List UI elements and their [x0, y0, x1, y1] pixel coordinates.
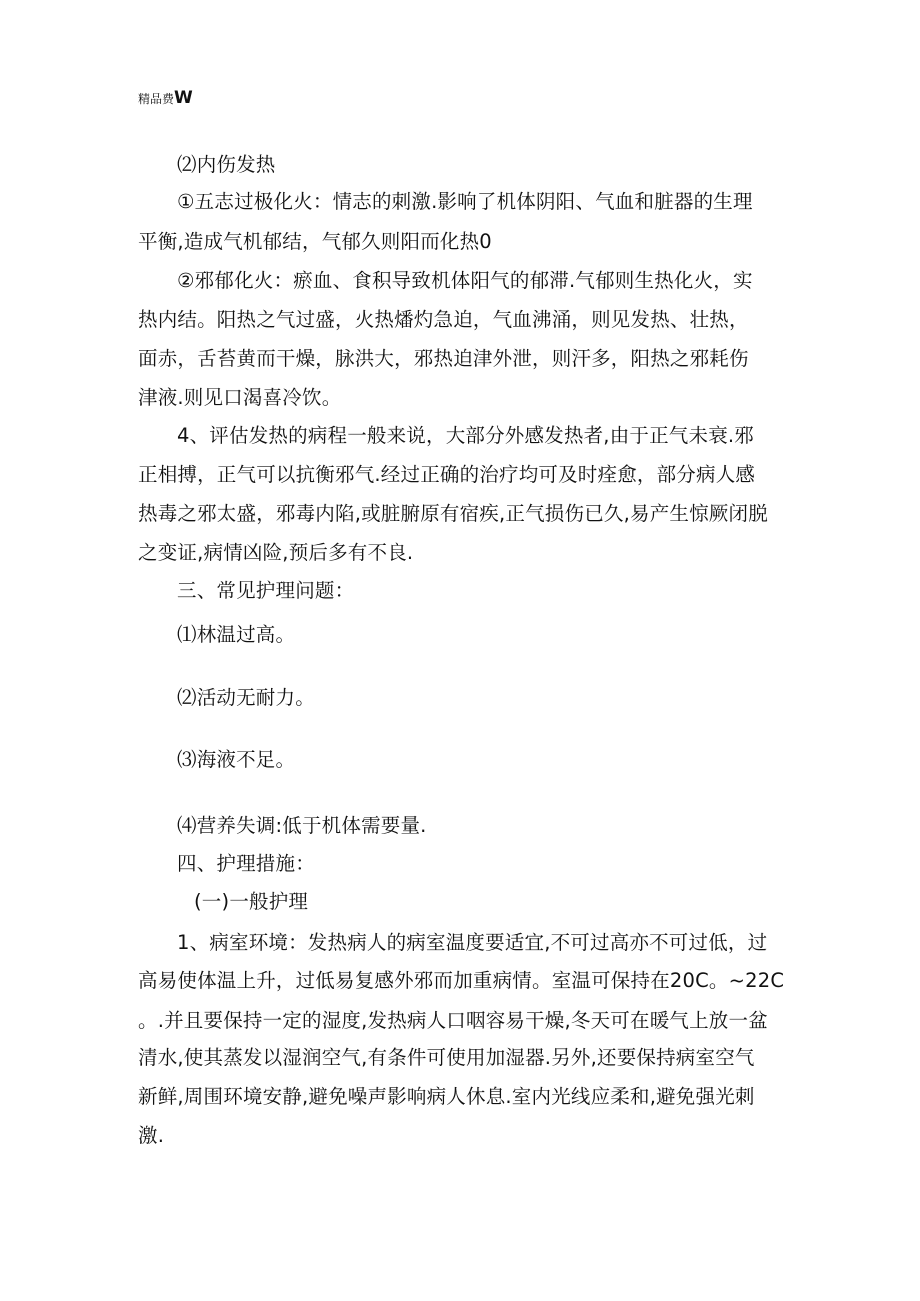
list-item: ⑶海液不足。 [177, 748, 296, 771]
paragraph-line: 之变证,病情凶险,预后多有不良. [138, 541, 414, 564]
subheading-internal-fever: ⑵内伤发热 [177, 153, 276, 176]
list-item: ⑴林温过高。 [177, 623, 296, 646]
list-item: ⑵活动无耐力。 [177, 686, 315, 709]
section-heading: 四、护理措施： [177, 852, 315, 875]
paragraph-line: 4、评估发热的病程一般来说，大部分外感发热者,由于正气未衰.邪 [177, 424, 755, 447]
paragraph-line: 清水,使其蒸发以湿润空气,有条件可使用加湿器.另外,还要保持病室空气 [138, 1046, 755, 1069]
paragraph-line: 平衡,造成气机郁结，气郁久则阳而化热0 [138, 230, 492, 253]
subheading-general-care: (一)一般护理 [194, 890, 309, 913]
paragraph-line: 高易使体温上升，过低易复感外邪而加重病情。室温可保持在20C。~22C [138, 969, 785, 992]
paragraph-line: 1、病室环境：发热病人的病室温度要适宜,不可过高亦不可过低，过 [177, 931, 768, 954]
header-label: 精品费 [138, 92, 175, 106]
paragraph-line: 津液.则见口渴喜冷饮。 [138, 386, 342, 409]
paragraph-line: 正相搏，正气可以抗衡邪气.经过正确的治疗均可及时痊愈，部分病人感 [138, 463, 756, 486]
paragraph-line: ②邪郁化火：瘀血、食积导致机体阳气的郁滞.气郁则生热化火，实 [177, 269, 753, 292]
header-mark: W [174, 88, 193, 108]
paragraph-line: 热内结。阳热之气过盛，火热燔灼急迫，气血沸涌，则见发热、壮热， [138, 308, 749, 331]
paragraph-line: 新鲜,周围环境安静,避免噪声影响病人休息.室内光线应柔和,避免强光刺 [138, 1085, 755, 1108]
paragraph-line: ①五志过极化火：情志的刺激.影响了机体阴阳、气血和脏器的生理 [177, 190, 753, 213]
paragraph-line: 热毒之邪太盛，邪毒内陷,或脏腑原有宿疾,正气损伤已久,易产生惊厥闭脱 [138, 502, 768, 525]
page-header [138, 88, 193, 109]
paragraph-line: 。.并且要保持一定的湿度,发热病人口咽容易干燥,冬天可在暖气上放一盆 [138, 1009, 768, 1032]
paragraph-line: 面赤，舌苔黄而干燥，脉洪大，邪热迫津外泄，则汗多，阳热之邪耗伤 [138, 347, 749, 370]
list-item: ⑷营养失调:低于机体需要量. [177, 814, 427, 837]
section-heading: 三、常见护理问题： [177, 579, 355, 602]
paragraph-line: 激. [138, 1124, 165, 1147]
